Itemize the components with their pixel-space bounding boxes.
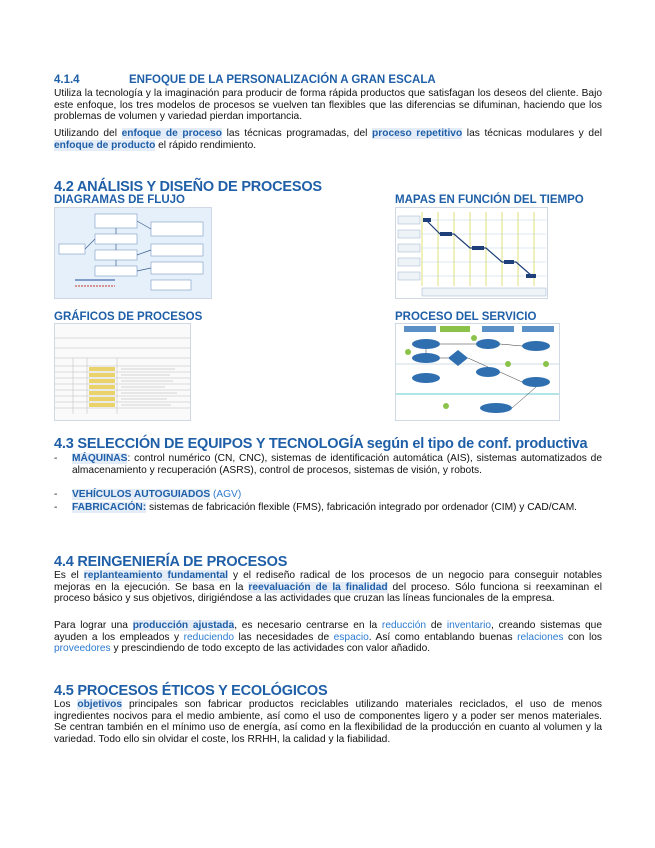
section-4-4-paragraph-1: Es el replanteamiento fundamental y el rediseño radical de los procesos de un negocio para conseguir notables mejoras en la ejecución. Se basa en la reevaluación de la finalidad del proceso. Sólo funciona si reexaminan el proceso básico y sus objetivos, dirigiéndose a las actividades que cruzan las líneas funcionales de la empresa. xyxy=(54,570,602,605)
section-4-3-title: 4.3 SELECCIÓN DE EQUIPOS Y TECNOLOGÍA según el tipo de conf. productiva xyxy=(54,436,588,452)
service-process-graphic xyxy=(396,324,559,420)
section-4-1-4-paragraph-2: Utilizando del enfoque de proceso las técnicas programadas, del proceso repetitivo las técnicas modulares y del enfoque de producto el rápido rendimiento. xyxy=(54,128,602,151)
section-4-4-paragraph-2: Para lograr una producción ajustada, es necesario centrarse en la reducción de inventario, creando sistemas que ayuden a los empleados y reduciendo las necesidades de espacio. Así como entablando buenas relaciones con los proveedores y prescindiendo de todo excepto de las actividades con valor añadido. xyxy=(54,620,602,655)
section-4-1-4-title: ENFOQUE DE LA PERSONALIZACIÓN A GRAN ESCALA xyxy=(129,74,436,86)
bullet-1-text: MÁQUINAS: control numérico (CN, CNC), sistemas de identificación automática (AIS), sistemas automatizados de almacenamiento y recuperación (ASRS), control de procesos, sistemas de visión, y robots. xyxy=(72,453,602,476)
bullet-2-label: VEHÍCULOS AUTOGUIADOS xyxy=(72,489,211,500)
fig-service-process-title: PROCESO DEL SERVICIO xyxy=(395,311,537,323)
highlight-produccion-ajustada: producción ajustada xyxy=(132,620,235,631)
fig-process-chart-title: GRÁFICOS DE PROCESOS xyxy=(54,311,203,323)
flow-diagram-graphic xyxy=(55,208,211,298)
fig-flow-diagram-title: DIAGRAMAS DE FLUJO xyxy=(54,194,185,206)
flow-diagram-figure xyxy=(54,207,212,299)
section-4-2-title: 4.2 ANÁLISIS Y DISEÑO DE PROCESOS xyxy=(54,179,322,195)
highlight-objetivos: objetivos xyxy=(77,699,123,710)
process-chart-graphic xyxy=(55,324,190,420)
section-4-5-title: 4.5 PROCESOS ÉTICOS Y ECOLÓGICOS xyxy=(54,683,328,699)
bullet-1-label: MÁQUINAS xyxy=(72,453,128,464)
process-chart-figure xyxy=(54,323,191,421)
highlight-replanteamiento: replanteamiento fundamental xyxy=(83,570,229,581)
bullet-3-text: FABRICACIÓN: sistemas de fabricación flexible (FMS), fabricación integrado por ordenador (CIM) y CAD/CAM. xyxy=(72,502,578,513)
bullet-1-marker: - xyxy=(54,453,58,464)
time-map-graphic xyxy=(396,208,547,298)
section-4-4-title: 4.4 REINGENIERÍA DE PROCESOS xyxy=(54,554,288,570)
time-map-figure xyxy=(395,207,548,299)
bullet-3-label: FABRICACIÓN: xyxy=(72,502,147,513)
bullet-2-text: VEHÍCULOS AUTOGUIADOS (AGV) xyxy=(72,489,242,500)
highlight-enfoque-producto: enfoque de producto xyxy=(54,139,156,151)
highlight-proceso-repetitivo: proceso repetitivo xyxy=(372,128,463,139)
service-process-figure xyxy=(395,323,560,421)
bullet-2-marker: - xyxy=(54,489,58,500)
section-4-5-paragraph: Los objetivos principales son fabricar productos reciclables utilizando materiales reciclados, el uso de menos ingredientes nocivos para el medio ambiente, así como el uso de componentes ligero y a poder ser menos materiales. Se centran también en el mínimo uso de energía, así como en la flexibilidad de la producción en cuanto al volumen y la variedad. Todo ello sin olvidar el coste, los RRHH, la calidad y la fiabilidad. xyxy=(54,699,602,745)
fig-time-map-title: MAPAS EN FUNCIÓN DEL TIEMPO xyxy=(395,194,584,206)
highlight-enfoque-proceso: enfoque de proceso xyxy=(121,128,223,139)
bullet-3-marker: - xyxy=(54,502,58,513)
highlight-reevaluacion: reevaluación de la finalidad xyxy=(248,581,388,593)
section-4-1-4-number: 4.1.4 xyxy=(54,74,80,86)
section-4-1-4-paragraph-1: Utiliza la tecnología y la imaginación para producir de forma rápida productos que satisfagan los deseos del cliente. Bajo este enfoque, los tres modelos de procesos se vuelven tan flexibles que las diferencias se difuminan, haciendo que los problemas de volumen y variedad pierdan importancia. xyxy=(54,88,602,123)
